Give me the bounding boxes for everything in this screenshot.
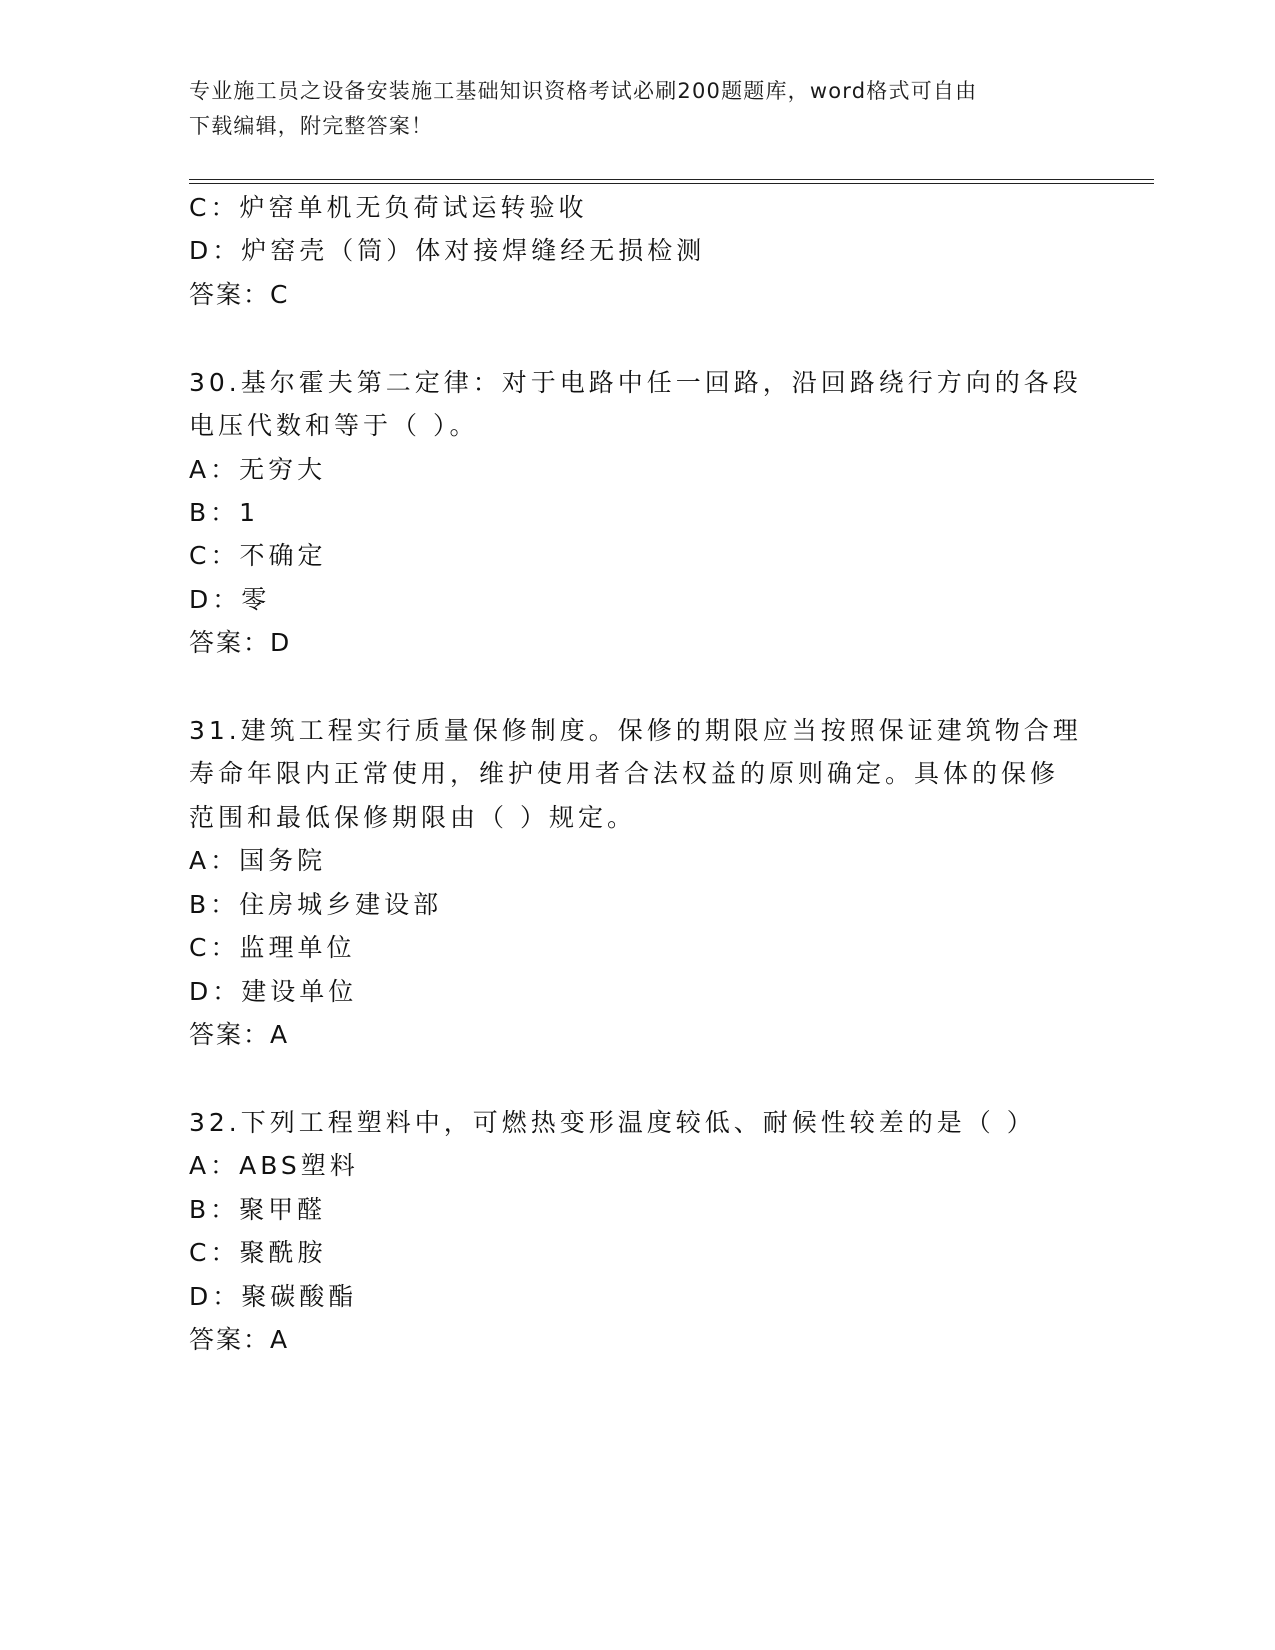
q30-option-d: D：零 <box>189 585 271 614</box>
q31-stem-line-3: 范围和最低保修期限由（ ）规定。 <box>189 803 636 832</box>
q32-option-a: A：ABS塑料 <box>189 1151 359 1180</box>
q31-option-c: C：监理单位 <box>189 933 356 962</box>
q32-answer: 答案：A <box>189 1325 290 1354</box>
q31-option-a: A：国务院 <box>189 846 327 875</box>
q31-answer: 答案：A <box>189 1020 290 1049</box>
q32-option-c: C：聚酰胺 <box>189 1238 327 1267</box>
q30-stem-line-1: 30.基尔霍夫第二定律：对于电路中任一回路，沿回路绕行方向的各段 <box>189 368 1082 397</box>
q30-option-b: B：1 <box>189 498 260 527</box>
q29-answer: 答案：C <box>189 280 290 309</box>
q30-option-a: A：无穷大 <box>189 455 327 484</box>
q31-stem-line-1: 31.建筑工程实行质量保修制度。保修的期限应当按照保证建筑物合理 <box>189 716 1082 745</box>
header-line-2: 下载编辑，附完整答案！ <box>189 114 434 138</box>
q30-answer: 答案：D <box>189 628 292 657</box>
q32-stem-line-1: 32.下列工程塑料中，可燃热变形温度较低、耐候性较差的是（ ） <box>189 1108 1036 1137</box>
q30-stem-line-2: 电压代数和等于（ ）。 <box>189 411 479 440</box>
document-header <box>189 74 1089 144</box>
q32-option-d: D：聚碳酸酯 <box>189 1282 358 1311</box>
q32-option-b: B：聚甲醛 <box>189 1195 327 1224</box>
q29-option-d: D：炉窑壳（筒）体对接焊缝经无损检测 <box>189 236 706 265</box>
q29-option-c: C：炉窑单机无负荷试运转验收 <box>189 193 588 222</box>
header-line-1: 专业施工员之设备安装施工基础知识资格考试必刷200题题库，word格式可自由 <box>189 79 978 103</box>
q31-stem-line-2: 寿命年限内正常使用，维护使用者合法权益的原则确定。具体的保修 <box>189 759 1060 788</box>
header-divider-bottom <box>189 183 1154 184</box>
header-divider-top <box>189 179 1154 180</box>
q31-option-d: D：建设单位 <box>189 977 358 1006</box>
q31-option-b: B：住房城乡建设部 <box>189 890 443 919</box>
q30-option-c: C：不确定 <box>189 541 327 570</box>
